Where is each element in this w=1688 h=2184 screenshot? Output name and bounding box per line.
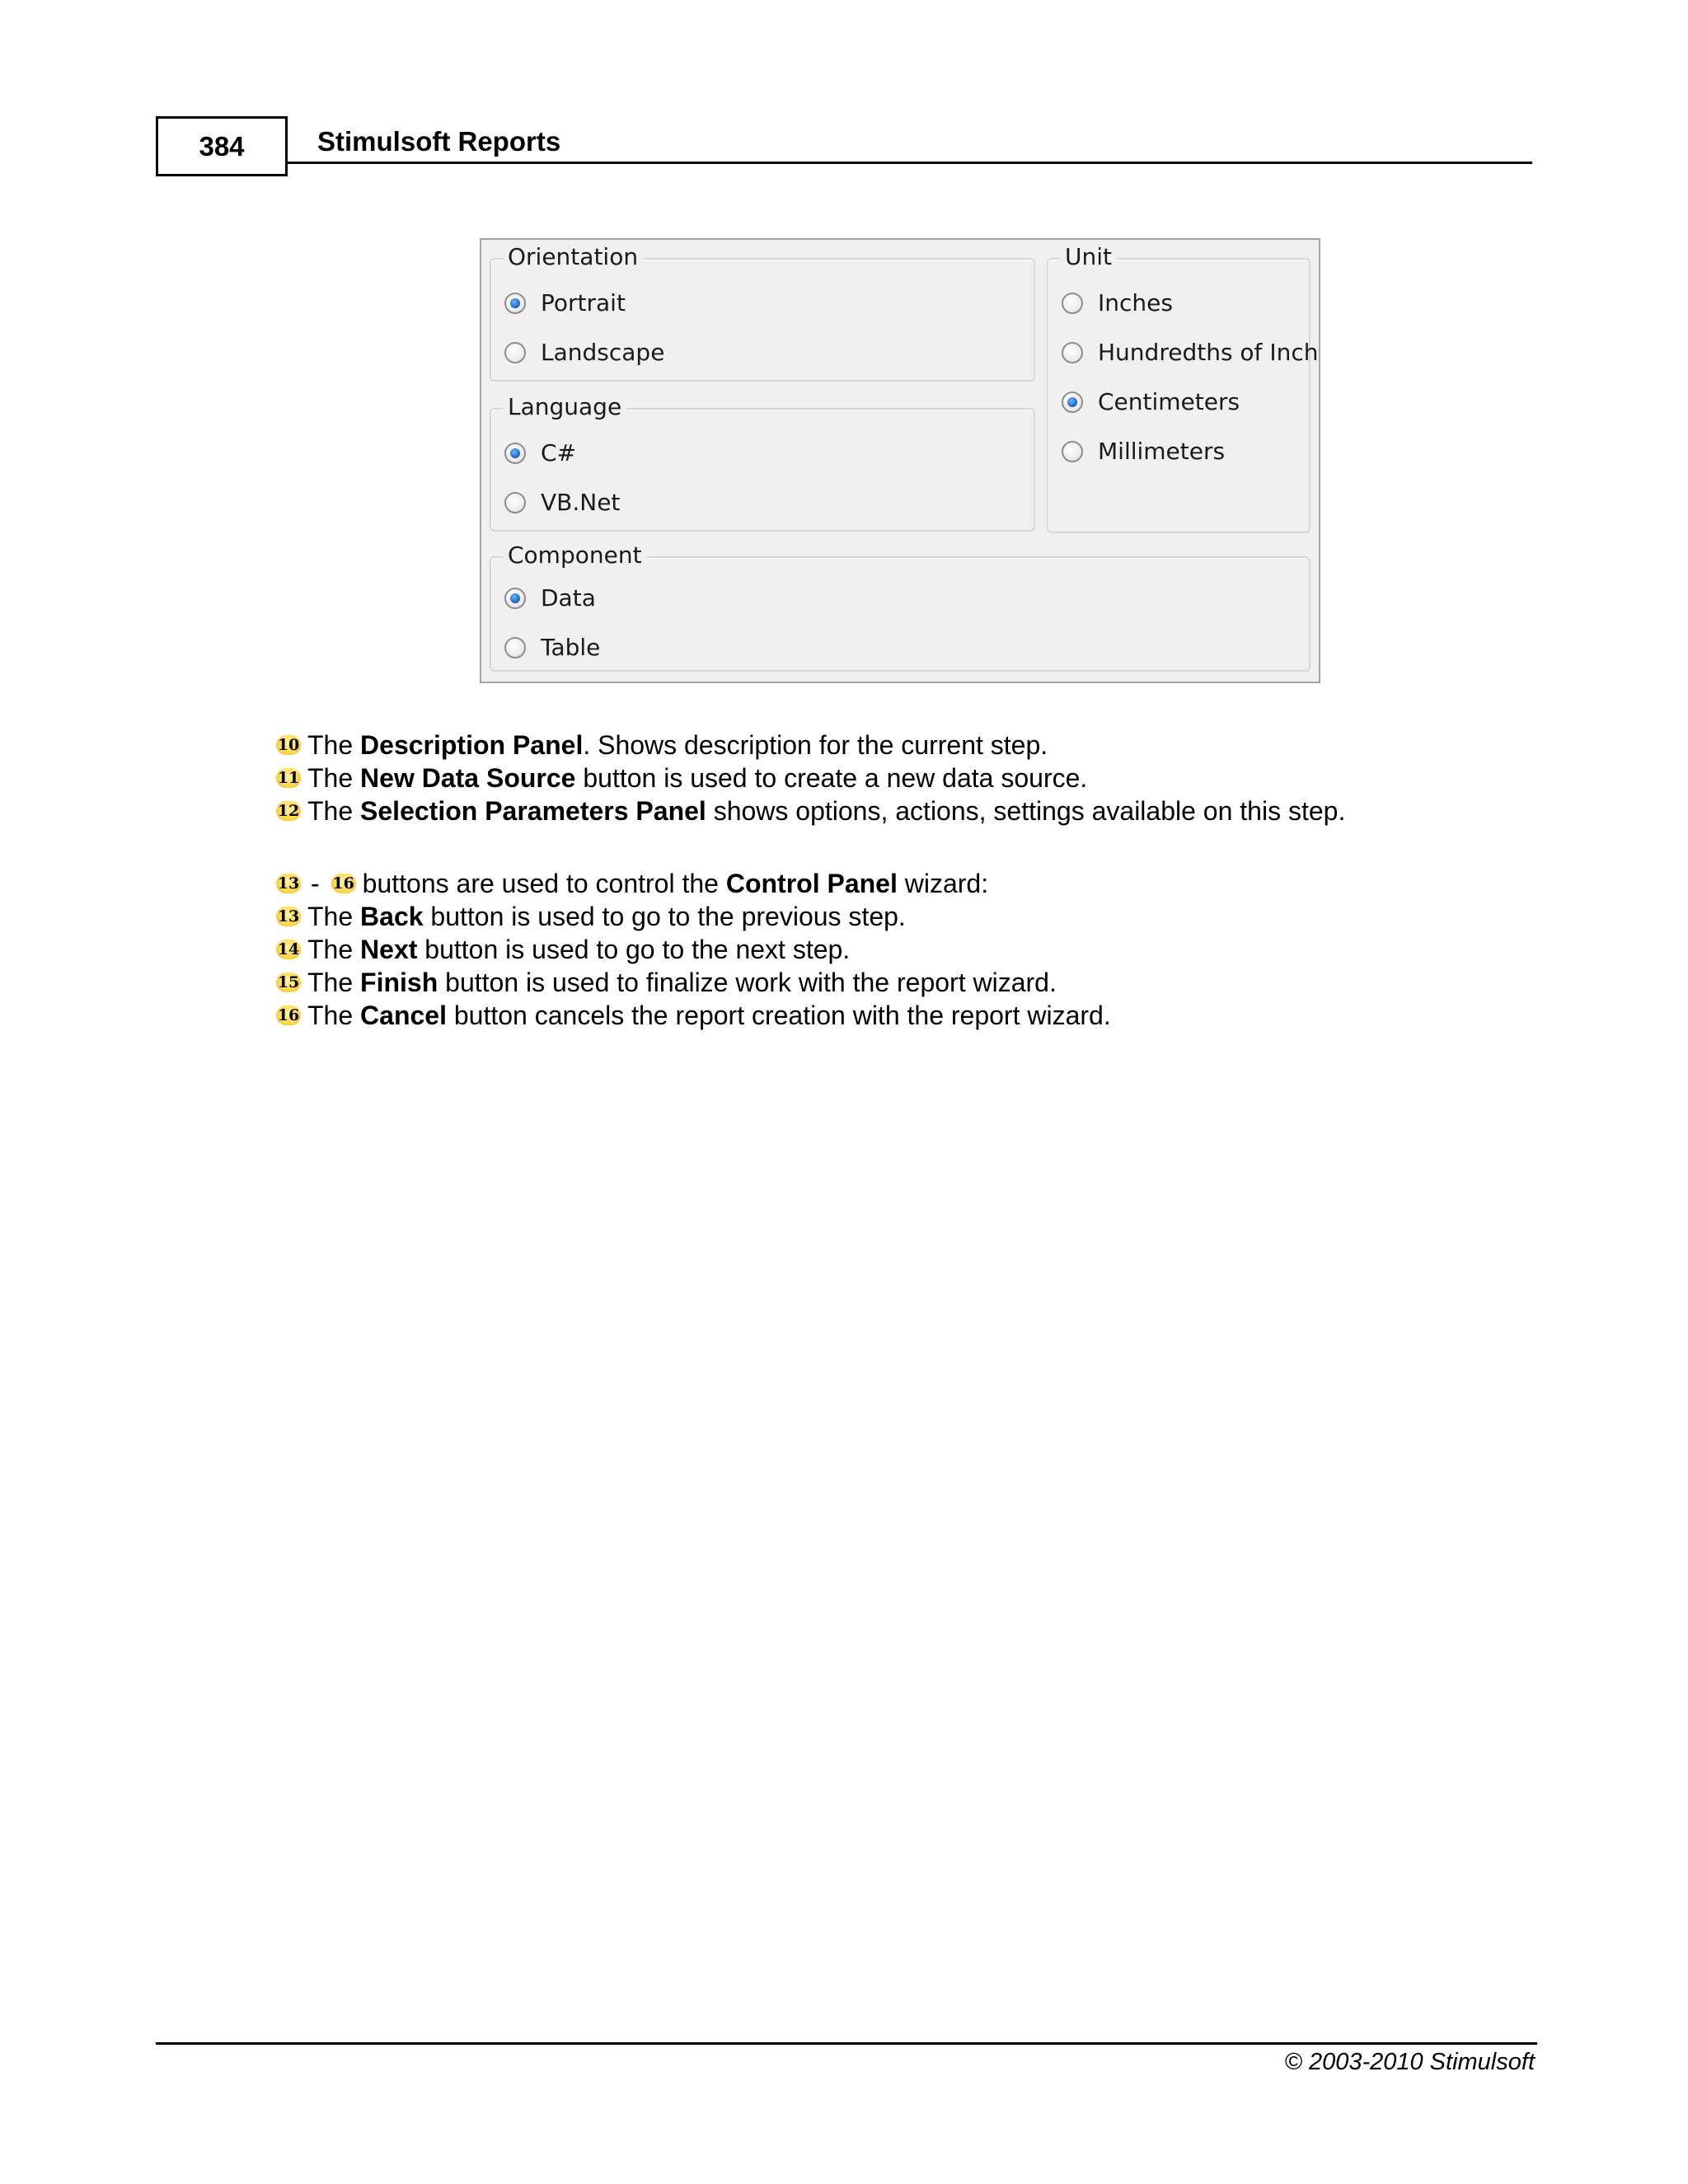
control-intro <box>276 867 1111 900</box>
radio-centimeters[interactable] <box>1062 388 1240 415</box>
item-text: . Shows description for the current step. <box>583 730 1048 760</box>
radio-button-icon[interactable] <box>504 293 526 314</box>
item-bold: Cancel <box>360 1001 447 1030</box>
radio-label: VB.Net <box>541 489 621 516</box>
list-item <box>276 729 1345 762</box>
radio-csharp[interactable] <box>504 439 576 466</box>
item-bold: Next <box>360 935 418 964</box>
radio-data[interactable] <box>504 584 596 612</box>
radio-button-icon[interactable] <box>504 443 526 464</box>
radio-button-icon[interactable] <box>1062 441 1083 462</box>
radio-portrait[interactable] <box>504 289 626 316</box>
item-text: The <box>307 730 361 760</box>
unit-legend: Unit <box>1060 243 1117 270</box>
language-group <box>490 393 1035 532</box>
item-text: button is used to create a new data source. <box>575 763 1088 793</box>
radio-label: C# <box>541 439 577 466</box>
page-number <box>156 116 288 176</box>
language-legend: Language <box>503 393 626 420</box>
radio-label: Inches <box>1098 289 1173 316</box>
item-bold: Finish <box>360 968 438 997</box>
radio-label: Landscape <box>541 339 665 366</box>
item-text: The <box>307 763 361 793</box>
number-badge-icon: 14 <box>277 940 300 958</box>
number-badge-icon: 12 <box>277 802 300 820</box>
radio-button-icon[interactable] <box>504 637 526 658</box>
item-bold: Control Panel <box>725 869 898 898</box>
range-dash: - <box>311 869 320 898</box>
list-item <box>276 933 1111 966</box>
item-text: button is used to go to the previous step. <box>423 902 906 931</box>
list-item <box>276 762 1345 794</box>
radio-vbnet[interactable] <box>504 489 620 516</box>
component-legend: Component <box>503 541 647 569</box>
radio-label: Millimeters <box>1098 438 1226 465</box>
radio-inches[interactable] <box>1062 289 1173 316</box>
list-item <box>276 966 1111 999</box>
item-text: The <box>307 1001 361 1030</box>
radio-millimeters[interactable] <box>1062 438 1225 465</box>
radio-button-icon[interactable] <box>1062 342 1083 363</box>
radio-label: Hundredths of Inch <box>1098 339 1319 366</box>
radio-button-icon[interactable] <box>1062 391 1083 413</box>
document-title: Stimulsoft Reports <box>317 126 561 157</box>
item-text: The <box>307 796 361 826</box>
list-item <box>276 794 1345 827</box>
orientation-group <box>490 243 1035 382</box>
item-text: shows options, actions, settings available on this step. <box>706 796 1346 826</box>
radio-label: Centimeters <box>1098 388 1240 415</box>
item-text: buttons are used to control the <box>362 869 726 898</box>
radio-button-icon[interactable] <box>504 588 526 609</box>
footer-rule <box>156 2042 1537 2045</box>
number-badge-icon: 15 <box>277 973 300 991</box>
item-bold: Back <box>360 902 424 931</box>
item-bold: Description Panel <box>360 730 584 760</box>
radio-button-icon[interactable] <box>504 342 526 363</box>
radio-landscape[interactable] <box>504 339 664 366</box>
number-badge-icon: 10 <box>277 736 300 754</box>
number-badge-icon: 16 <box>277 1006 300 1024</box>
radio-hundredths-of-inch[interactable] <box>1062 339 1318 366</box>
component-group <box>490 541 1311 672</box>
control-list <box>276 867 1111 1032</box>
number-badge-icon: 13 <box>277 907 300 926</box>
radio-label: Portrait <box>541 289 626 316</box>
copyright-footer: © 2003-2010 Stimulsoft <box>1284 2049 1535 2075</box>
radio-table[interactable] <box>504 634 600 661</box>
unit-group <box>1047 243 1319 533</box>
header-rule <box>288 162 1532 164</box>
number-badge-icon: 13 <box>277 874 300 893</box>
number-badge-icon: 11 <box>277 769 300 787</box>
orientation-legend: Orientation <box>503 243 643 270</box>
radio-button-icon[interactable] <box>1062 293 1083 314</box>
item-text: The <box>307 902 361 931</box>
item-text: button cancels the report creation with the report wizard. <box>446 1001 1111 1030</box>
item-text: button is used to go to the next step. <box>417 935 851 964</box>
item-bold: Selection Parameters Panel <box>360 796 706 826</box>
item-bold: New Data Source <box>360 763 576 793</box>
page-number-text: 384 <box>199 130 245 162</box>
list-item <box>276 999 1111 1032</box>
list-item <box>276 900 1111 933</box>
item-text: The <box>307 968 361 997</box>
wizard-options-panel <box>480 238 1320 683</box>
item-text: button is used to finalize work with the report wizard. <box>438 968 1057 997</box>
radio-button-icon[interactable] <box>504 492 526 513</box>
item-text: wizard: <box>897 869 989 898</box>
number-badge-icon: 16 <box>332 874 354 893</box>
description-list <box>276 729 1345 827</box>
radio-label: Data <box>541 584 596 612</box>
item-text: The <box>307 935 361 964</box>
radio-label: Table <box>541 634 601 661</box>
